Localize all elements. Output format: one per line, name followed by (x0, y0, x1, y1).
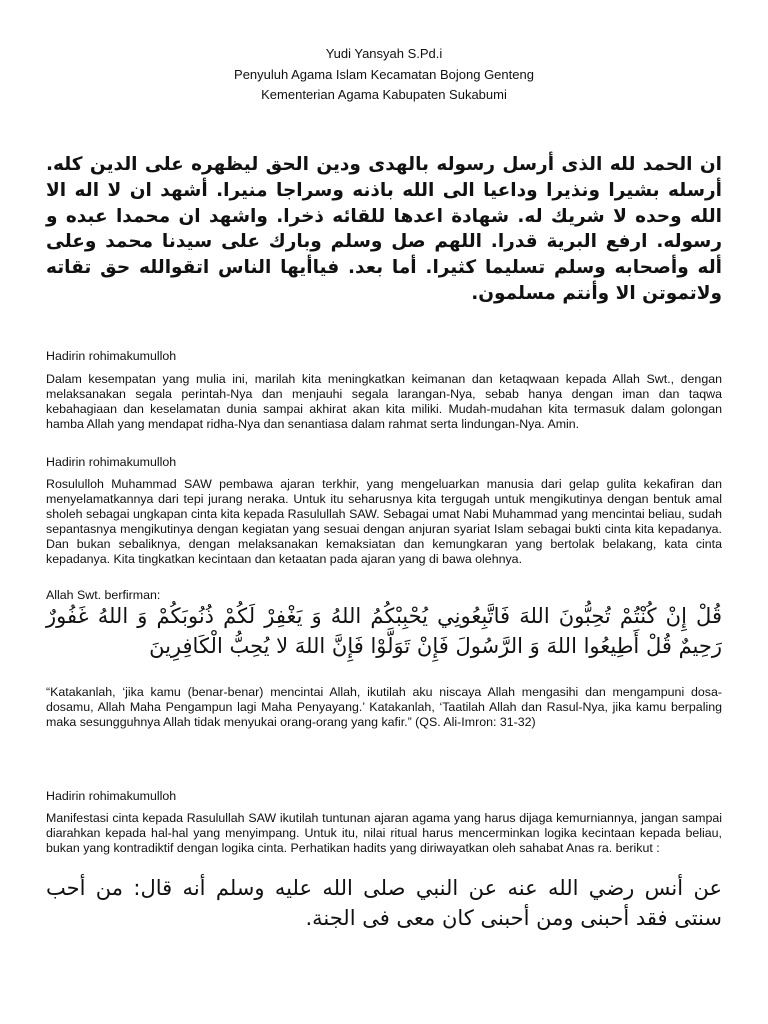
section2-paragraph: Rosululloh Muhammad SAW pembawa ajaran terkhir, yang mengeluarkan manusia dari gelap gulita kekafiran dan menyelamatkannya dari tepi jurang neraka. Untuk itu seharusnya kita tergugah untuk mengikutinya dengan bentuk amal sholeh sebagai ungkapan cinta kita kepada Rasulullah SAW. Sebagai umat Nabi Muhammad yang mencintai beliau, sudah sepantasnya mengikutinya dengan kegiatan yang sesuai dengan anjuran syariat Islam sebagai bukti cinta kita kepadanya. Dan bukan sebaliknya, dengan melaksanakan kemaksiatan dan kemungkaran yang bertolak belakang, kata cinta kepadanya. Kita tingkatkan kecintaan dan ketaatan pada ajaran yang di bawa olehnya. (46, 477, 722, 566)
section3-paragraph: Manifestasi cinta kepada Rasulullah SAW ikutilah tuntunan ajaran agama yang harus dijaga kemurniannya, jangan sampai diarahkan kepada hal-hal yang menyimpang. Untuk itu, nilai ritual harus mencerminkan logika kecintaan kepada beliau, bukan yang kontradiktif dengan logika cinta. Perhatikan hadits yang diriwayatkan oleh sahabat Anas ra. berikut : (46, 811, 722, 855)
opening-arabic-text: ان الحمد لله الذى أرسل رسوله بالهدى ودين الحق ليظهره على الدين كله. أرسله بشيرا ونذيرا وداعيا الى الله باذنه وسراجا منيرا. أشهد ان لا اله الا الله وحده لا شريك له. شهادة اعدها للقائه ذخرا. واشهد ان محمدا عبده و رسوله. ارفع البرية قدرا. اللهم صل وسلم وبارك على سيدنا محمد وعلى أله وأصحابه وسلم تسليما كثيرا. أما بعد. فياأيها الناس اتقوالله حق تقاته ولاتموتن الا وأنتم مسلمون. (46, 154, 722, 304)
quran-intro: Allah Swt. berfirman: (46, 588, 161, 602)
quran-arabic-text: قُلْ إِنْ كُنْتُمْ تُحِبُّونَ اللهَ فَاتَّبِعُونِي يُحْبِبْكُمُ اللهُ وَ يَغْفِرْ لَكُمْ ذُنُوبَكُمْ وَ اللهُ غَفُورٌ رَحِيمٌ قُلْ أَطِيعُوا اللهَ وَ الرَّسُولَ فَإِنْ تَوَلَّوْا فَإِنَّ اللهَ لا يُحِبُّ الْكَافِرِينَ (46, 604, 722, 658)
author-role: Penyuluh Agama Islam Kecamatan Bojong Genteng (234, 66, 534, 82)
section1-heading: Hadirin rohimakumulloh (46, 349, 177, 363)
author-name: Yudi Yansyah S.Pd.i (325, 46, 443, 61)
section3-heading: Hadirin rohimakumulloh (46, 789, 177, 803)
quran-translation: “Katakanlah, ‘jika kamu (benar-benar) mencintai Allah, ikutilah aku niscaya Allah mengasihi dan mengampuni dosa-dosamu, Allah Maha Pengampun lagi Maha Penyayang.’ Katakanlah, ‘Taatilah Allah dan Rasul-Nya, jika kamu berpaling maka sesungguhnya Allah tidak menyukai orang-orang yang kafir.” (QS. Ali-Imron: 31-32) (46, 685, 722, 729)
hadith-arabic-text: عن أنس رضي الله عنه عن النبي صلى الله عليه وسلم أنه قال: من أحب سنتى فقد أحبنى ومن أحبنى كان معى فى الجنة. (46, 876, 722, 930)
document-header (0, 44, 768, 106)
author-office: Kementerian Agama Kabupaten Sukabumi (261, 87, 507, 102)
section1-paragraph: Dalam kesempatan yang mulia ini, marilah kita meningkatkan keimanan dan ketaqwaan kepada Allah Swt., dengan melaksanakan segala perintah-Nya dan menjauhi segala larangan-Nya, sebab hanya dengan iman dan taqwa kebahagiaan dan keselamatan dunia sampai akhirat akan kita miliki. Mudah-mudahan kita termasuk dalam golongan hamba Allah yang mendapat ridha-Nya dan senantiasa dalam rahmat serta lindungan-Nya. Amin. (46, 372, 722, 431)
section2-heading: Hadirin rohimakumulloh (46, 455, 177, 469)
